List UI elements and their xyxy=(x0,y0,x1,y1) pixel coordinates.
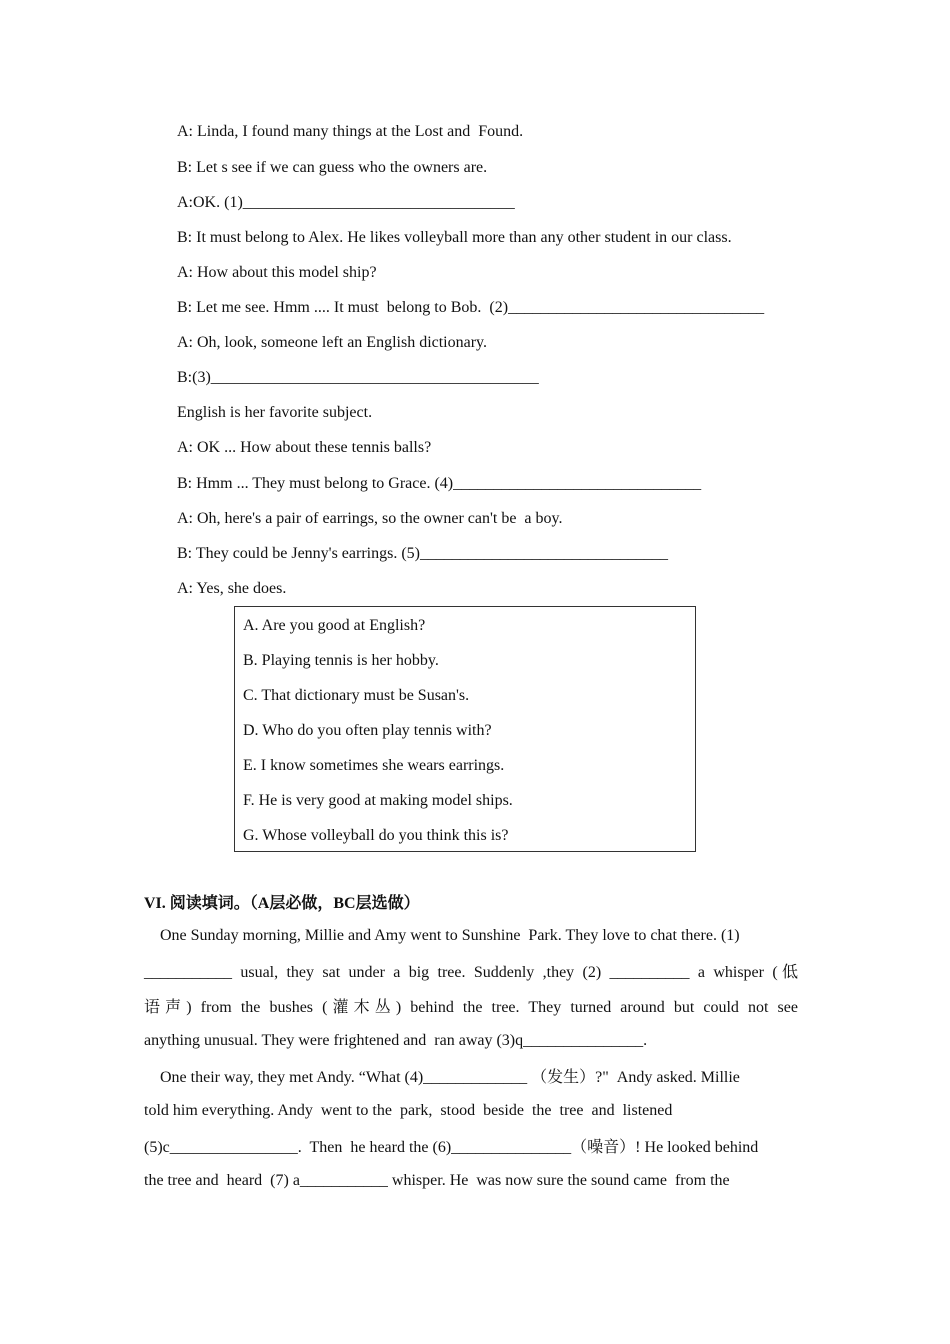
dialogue-line: A:OK. (1)__________________________________ xyxy=(177,194,515,211)
passage-line: told him everything. Andy went to the park, stood beside the tree and listened xyxy=(144,1102,673,1119)
option-item: C. That dictionary must be Susan's. xyxy=(243,687,470,704)
option-item: G. Whose volleyball do you think this is? xyxy=(243,827,509,844)
dialogue-line: B: Let me see. Hmm .... It must belong to Bob. (2)________________________________ xyxy=(177,299,765,316)
dialogue-line: English is her favorite subject. xyxy=(177,404,373,421)
option-item: F. He is very good at making model ships. xyxy=(243,792,513,809)
passage-line: the tree and heard (7) a___________ whisper. He was now sure the sound came from the xyxy=(144,1172,730,1189)
dialogue-line: B: It must belong to Alex. He likes volleyball more than any other student in our class. xyxy=(177,229,732,246)
option-item: E. I know sometimes she wears earrings. xyxy=(243,757,505,774)
dialogue-line: B: Hmm ... They must belong to Grace. (4)_______________________________ xyxy=(177,475,702,492)
options-box xyxy=(234,606,696,852)
option-item: A. Are you good at English? xyxy=(243,617,426,634)
dialogue-line: A: Oh, here's a pair of earrings, so the owner can't be a boy. xyxy=(177,510,563,527)
dialogue-line: B: Let s see if we can guess who the owners are. xyxy=(177,159,488,176)
section-heading: VI. 阅读填词。（A层必做，BC层选做） xyxy=(144,895,420,912)
passage-line: anything unusual. They were frightened and ran away (3)q_______________. xyxy=(144,1032,648,1049)
passage-line: One Sunday morning, Millie and Amy went to Sunshine Park. They love to chat there. (1) xyxy=(144,927,740,944)
dialogue-line: B:(3)_________________________________________ xyxy=(177,369,539,386)
dialogue-line: A: OK ... How about these tennis balls? xyxy=(177,439,432,456)
dialogue-line: A: How about this model ship? xyxy=(177,264,377,281)
passage-line: ___________ usual, they sat under a big tree. Suddenly ,they (2) __________ a whisper (低 xyxy=(144,964,799,981)
dialogue-line: B: They could be Jenny's earrings. (5)_______________________________ xyxy=(177,545,668,562)
dialogue-line: A: Oh, look, someone left an English dictionary. xyxy=(177,334,488,351)
dialogue-line: A: Yes, she does. xyxy=(177,580,287,597)
passage-line: One their way, they met Andy. “What (4)_____________ （发生）?" Andy asked. Millie xyxy=(144,1069,740,1086)
dialogue-line: A: Linda, I found many things at the Lost and Found. xyxy=(177,123,524,140)
option-item: D. Who do you often play tennis with? xyxy=(243,722,492,739)
passage-line: 语声) from the bushes (灌木丛) behind the tree. They turned around but could not see xyxy=(144,999,798,1016)
passage-line: (5)c________________. Then he heard the (6)_______________（噪音）! He looked behind xyxy=(144,1139,759,1156)
option-item: B. Playing tennis is her hobby. xyxy=(243,652,439,669)
